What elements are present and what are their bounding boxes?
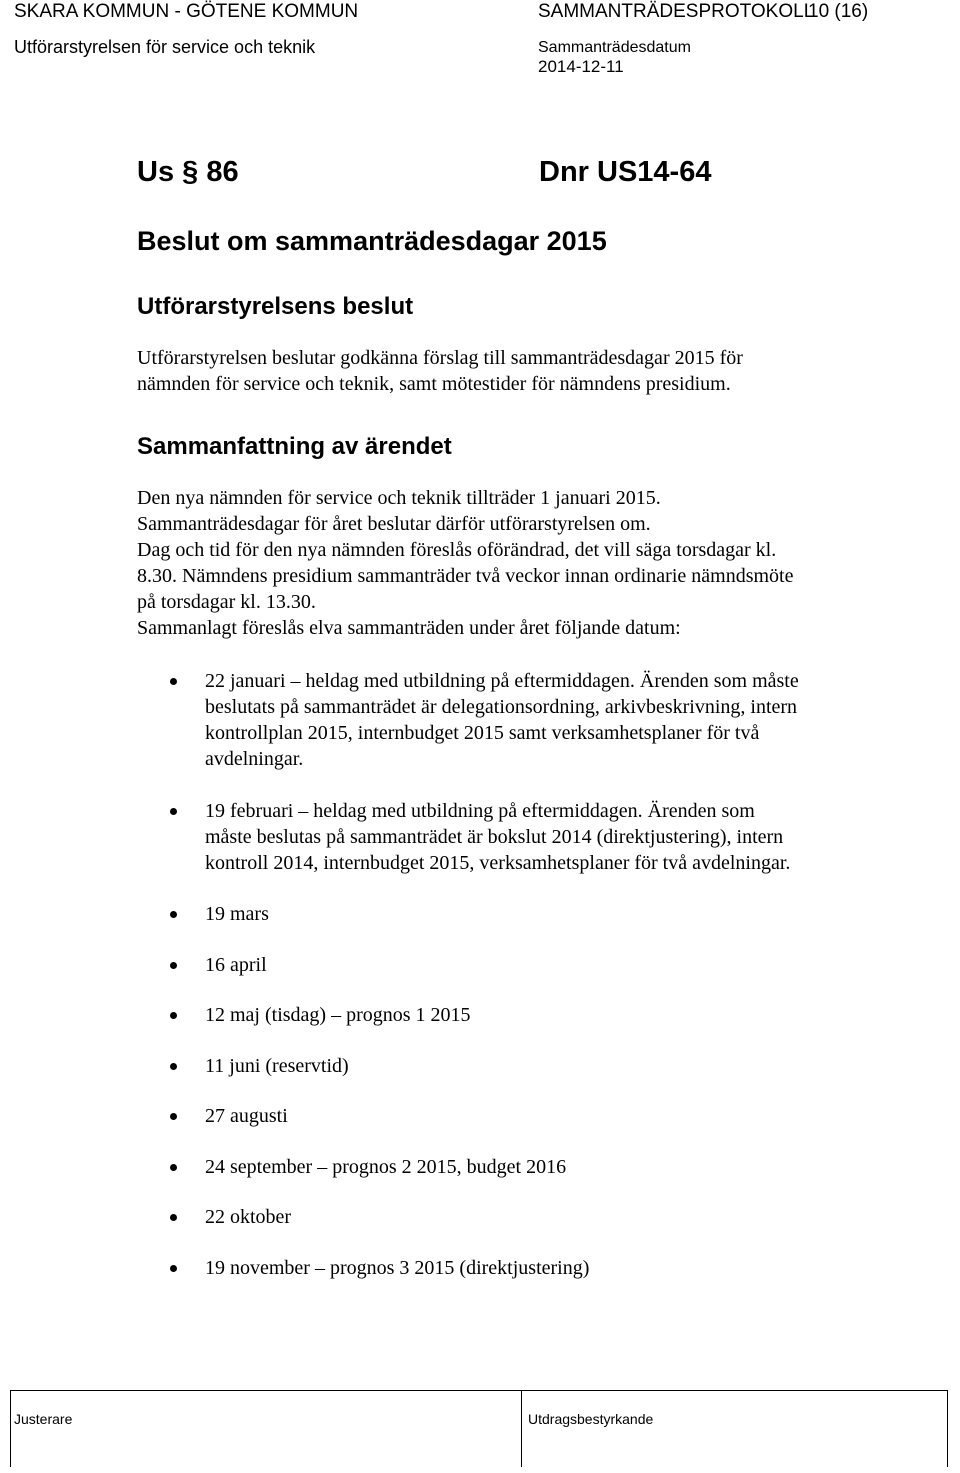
- signature-divider: [521, 1391, 522, 1467]
- summary-line: Den nya nämnden för service och teknik tillträder 1 januari 2015.: [137, 487, 661, 509]
- case-title: Beslut om sammanträdesdagar 2015: [137, 226, 607, 256]
- meeting-line: avdelningar.: [205, 748, 304, 770]
- header-page-number: 10 (16): [808, 1, 869, 22]
- meeting-line: måste beslutas på sammanträdet är bokslut 2014 (direktjustering), intern: [205, 826, 784, 848]
- summary-line: på torsdagar kl. 13.30.: [137, 591, 316, 613]
- bullet-icon: [170, 911, 177, 918]
- meeting-line: 19 februari – heldag med utbildning på eftermiddagen. Ärenden som: [205, 800, 755, 822]
- header-organization: SKARA KOMMUN - GÖTENE KOMMUN: [14, 1, 359, 22]
- header-document-type: SAMMANTRÄDESPROTOKOLL: [538, 1, 815, 22]
- list-item: [137, 668, 925, 772]
- bullet-icon: [170, 1063, 177, 1070]
- bullet-icon: [170, 678, 177, 685]
- summary-heading: Sammanfattning av ärendet: [137, 433, 452, 460]
- summary-line: Dag och tid för den nya nämnden föreslås oförändrad, det vill säga torsdagar kl.: [137, 539, 777, 561]
- list-item: [137, 1255, 925, 1281]
- bullet-icon: [170, 1265, 177, 1272]
- meeting-line: 22 oktober: [205, 1206, 292, 1228]
- list-item: [137, 1204, 925, 1230]
- list-item: [137, 952, 925, 978]
- summary-line: 8.30. Nämndens presidium sammanträder två veckor innan ordinarie nämndsmöte: [137, 565, 794, 587]
- list-item: [137, 1002, 925, 1028]
- decision-line: Utförarstyrelsen beslutar godkänna förslag till sammanträdesdagar 2015 för: [137, 347, 743, 369]
- case-heading: [137, 154, 737, 190]
- case-dnr: Dnr US14-64: [539, 156, 712, 188]
- signature-box: [10, 1390, 948, 1467]
- list-item: [137, 1154, 925, 1180]
- header-date-label: Sammanträdesdatum: [538, 39, 691, 56]
- bullet-icon: [170, 1214, 177, 1221]
- meeting-line: 12 maj (tisdag) – prognos 1 2015: [205, 1004, 471, 1026]
- decision-heading: Utförarstyrelsens beslut: [137, 293, 414, 320]
- meeting-line: 19 november – prognos 3 2015 (direktjustering): [205, 1257, 590, 1279]
- list-item: [137, 1053, 925, 1079]
- bullet-icon: [170, 1113, 177, 1120]
- bullet-icon: [170, 1012, 177, 1019]
- bullet-icon: [170, 962, 177, 969]
- summary-line: Sammanlagt föreslås elva sammanträden under året följande datum:: [137, 617, 681, 639]
- summary-line: Sammanträdesdagar för året beslutar därför utförarstyrelsen om.: [137, 513, 651, 535]
- meeting-line: 16 april: [205, 954, 267, 976]
- meeting-line: 22 januari – heldag med utbildning på eftermiddagen. Ärenden som måste: [205, 670, 799, 692]
- meeting-line: 11 juni (reservtid): [205, 1055, 349, 1077]
- adjuster-label: Justerare: [14, 1411, 73, 1427]
- meeting-line: 27 augusti: [205, 1105, 288, 1127]
- meeting-line: kontrollplan 2015, internbudget 2015 samt verksamhetsplaner för två: [205, 722, 760, 744]
- bullet-icon: [170, 808, 177, 815]
- list-item: [137, 1103, 925, 1129]
- summary-text: [137, 485, 897, 641]
- meeting-line: kontroll 2014, internbudget 2015, verksamhetsplaner för två avdelningar.: [205, 852, 791, 874]
- meeting-line: beslutats på sammanträdet är delegationsordning, arkivbeskrivning, intern: [205, 696, 798, 718]
- list-item: [137, 798, 925, 876]
- header-department: Utförarstyrelsen för service och teknik: [14, 37, 316, 57]
- bullet-icon: [170, 1164, 177, 1171]
- certification-label: Utdragsbestyrkande: [528, 1411, 654, 1427]
- list-item: [137, 901, 925, 927]
- decision-line: nämnden för service och teknik, samt mötestider för nämndens presidium.: [137, 373, 731, 395]
- meeting-line: 19 mars: [205, 903, 269, 925]
- case-number: Us § 86: [137, 156, 239, 188]
- decision-text: [137, 345, 897, 397]
- meeting-line: 24 september – prognos 2 2015, budget 2016: [205, 1156, 567, 1178]
- header-date: 2014-12-11: [538, 57, 624, 76]
